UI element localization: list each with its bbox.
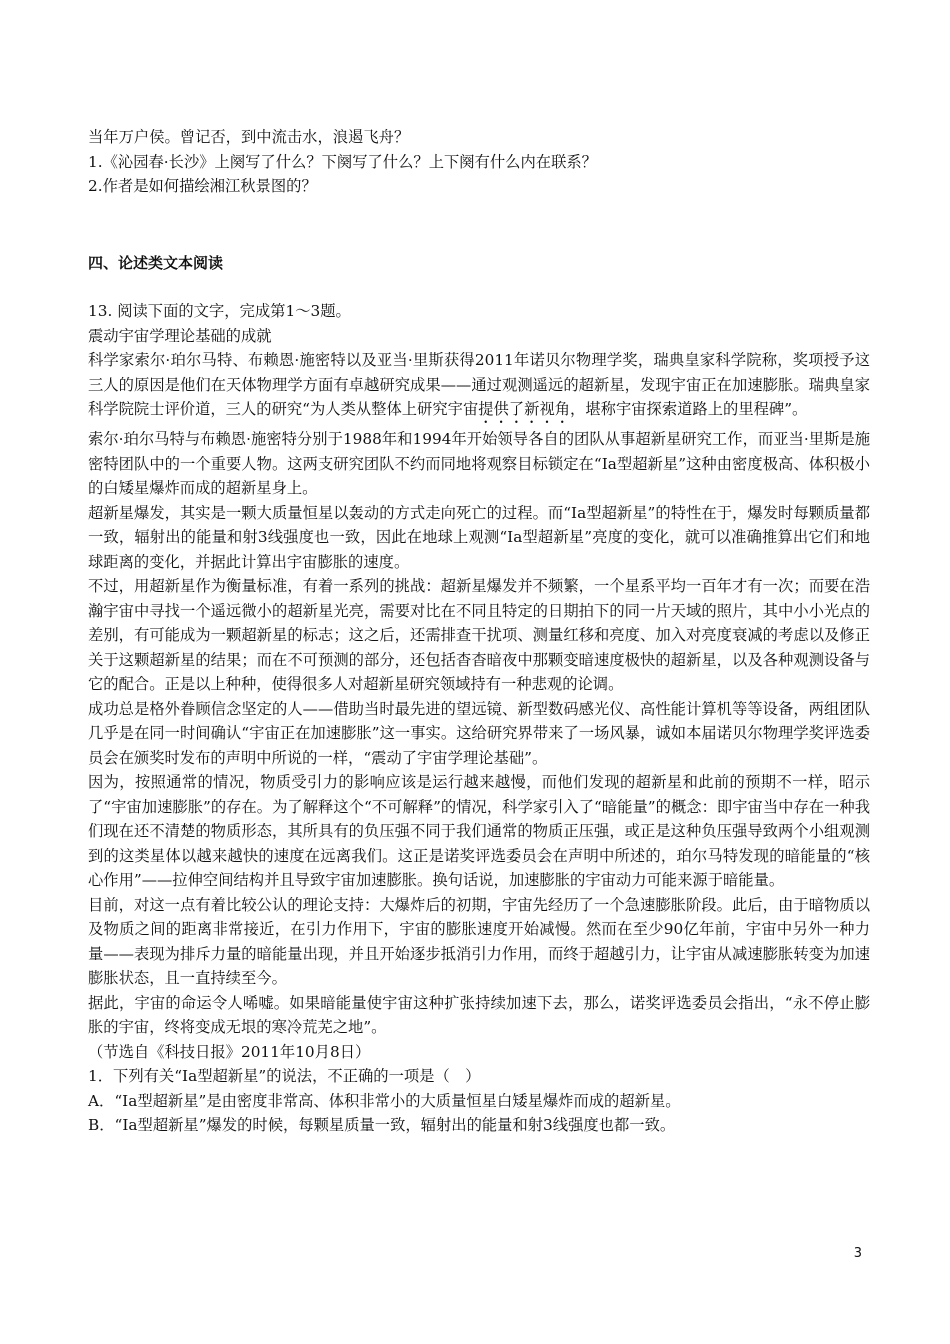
article-paragraph-1: [88, 348, 870, 427]
paragraph-text: ，堪称宇宙探索道路上的里程碑”。: [570, 400, 808, 418]
source-citation: （节选自《科技日报》2011年10月8日）: [88, 1042, 371, 1061]
option-a: A．“Ia型超新星”是由密度非常高、体积非常小的大质量恒星白矮星爆炸而成的超新星。: [88, 1091, 681, 1110]
article-title: 震动宇宙学理论基础的成就: [88, 326, 272, 345]
poem-line: 当年万户侯。曾记否，到中流击水，浪遏飞舟？: [88, 128, 410, 146]
spacer: [88, 199, 870, 251]
page-number: 3: [853, 1246, 862, 1261]
section-heading: 四、论述类文本阅读: [88, 253, 224, 272]
article-paragraph-8: 据此，宇宙的命运令人唏嘘。如果暗能量使宇宙这种扩张持续加速下去，那么，诺奖评选委员会指出，“永不停止膨胀的宇宙，终将变成无垠的寒冷荒芜之地”。: [88, 993, 870, 1036]
article-paragraph-5: 成功总是格外眷顾信念坚定的人——借助当时最先进的望远镜、新型数码感光仪、高性能计算机等等设备，两组团队几乎是在同一时间确认“宇宙正在加速膨胀”这一事实。这给研究界带来了一场风暴，诚如本届诺贝尔物理学奖评选委员会在颁奖时发布的声明中所说的一样，“震动了宇宙学理论基础”。: [88, 699, 870, 767]
poem-question-1: 1.《沁园春·长沙》上阕写了什么？下阕写了什么？上下阕有什么内在联系？: [88, 152, 597, 171]
question-intro: 13. 阅读下面的文字，完成第1～3题。: [88, 302, 351, 320]
article-paragraph-4: 不过，用超新星作为衡量标准，有着一系列的挑战：超新星爆发并不频繁，一个星系平均一百年才有一次；而要在浩瀚宇宙中寻找一个遥远微小的超新星光亮，需要对比在不同且特定的日期拍下的同一片天域的照片，其中小小光点的差别，有可能成为一颗超新星的标志；这之后，还需排查干扰项、测量红移和亮度、加入对亮度衰减的考虑以及修正关于这颗超新星的结果；而在不可预测的部分，还包括杳杳暗夜中那颗变暗速度极快的超新星，以及各种观测设备与它的配合。正是以上种种，使得很多人对超新星研究领域持有一种悲观的论调。: [88, 577, 870, 693]
article-paragraph-7: 目前，对这一点有着比较公认的理论支持：大爆炸后的初期，宇宙先经历了一个急速膨胀阶段。此后，由于暗物质以及物质之间的距离非常接近，在引力作用下，宇宙的膨胀速度开始减慢。然而在至少90亿年前，宇宙中另外一种力量——表现为排斥力量的暗能量出现，并且开始逐步抵消引力作用，而终于超越引力，让宇宙从减速膨胀转变为加速膨胀状态，且一直持续至今。: [88, 895, 870, 987]
option-b: B．“Ia型超新星”爆发的时候，每颗星质量一致，辐射出的能量和射3线强度也都一致。: [88, 1116, 676, 1134]
article-paragraph-6: 因为，按照通常的情况，物质受引力的影响应该是运行越来越慢，而他们发现的超新星和此前的预期不一样，昭示了“宇宙加速膨胀”的存在。为了解释这个“不可解释”的情况，科学家引入了“暗能量”的概念：即宇宙当中存在一种我们现在还不清楚的物质形态，其所具有的负压强不同于我们通常的物质正压强，或正是这种负压强导致两个小组观测到的这类星体以越来越快的速度在远离我们。这正是诺奖评选委员会在声明中所述的，珀尔马特发现的暗能量的“核心作用”——拉伸空间结构并且导致宇宙加速膨胀。换句话说，加速膨胀的宇宙动力可能来源于暗能量。: [88, 773, 870, 889]
question-1: 1．下列有关“Ia型超新星”的说法，不正确的一项是（ ）: [88, 1067, 481, 1085]
paragraph-text: 科学家索尔·珀尔马特、布赖恩·施密特以及亚当·里斯获得2011年诺贝尔物理学奖，瑞典皇家科学院称，奖项授予这三人的原因是他们在天体物理学方面有卓越研究成果——通过观测遥远的超新星，发现宇宙正在加速膨胀。瑞典皇家科学院院士评价道，三人的研究“为人类从整体上研究宇宙: [88, 351, 870, 418]
article-paragraph-3: 超新星爆发，其实是一颗大质量恒星以轰动的方式走向死亡的过程。而“Ia型超新星”的特性在于，爆发时每颗质量都一致，辐射出的能量和射3线强度也一致，因此在地球上观测“Ia型超新星”亮度的变化，就可以准确推算出它们和地球距离的变化，并据此计算出宇宙膨胀的速度。: [88, 503, 870, 571]
page-content: [88, 125, 870, 1138]
article-paragraph-2: 索尔·珀尔马特与布赖恩·施密特分别于1988年和1994年开始领导各自的团队从事超新星研究工作，而亚当·里斯是施密特团队中的一个重要人物。这两支研究团队不约而同地将观察目标锁定在“Ia型超新星”这种由密度极高、体积极小的白矮星爆炸而成的超新星身上。: [88, 430, 870, 497]
spacer: [88, 275, 870, 299]
emphasis-dotted-text: 提供了新视角: [478, 400, 571, 418]
poem-question-2: 2.作者是如何描绘湘江秋景图的？: [88, 177, 317, 195]
